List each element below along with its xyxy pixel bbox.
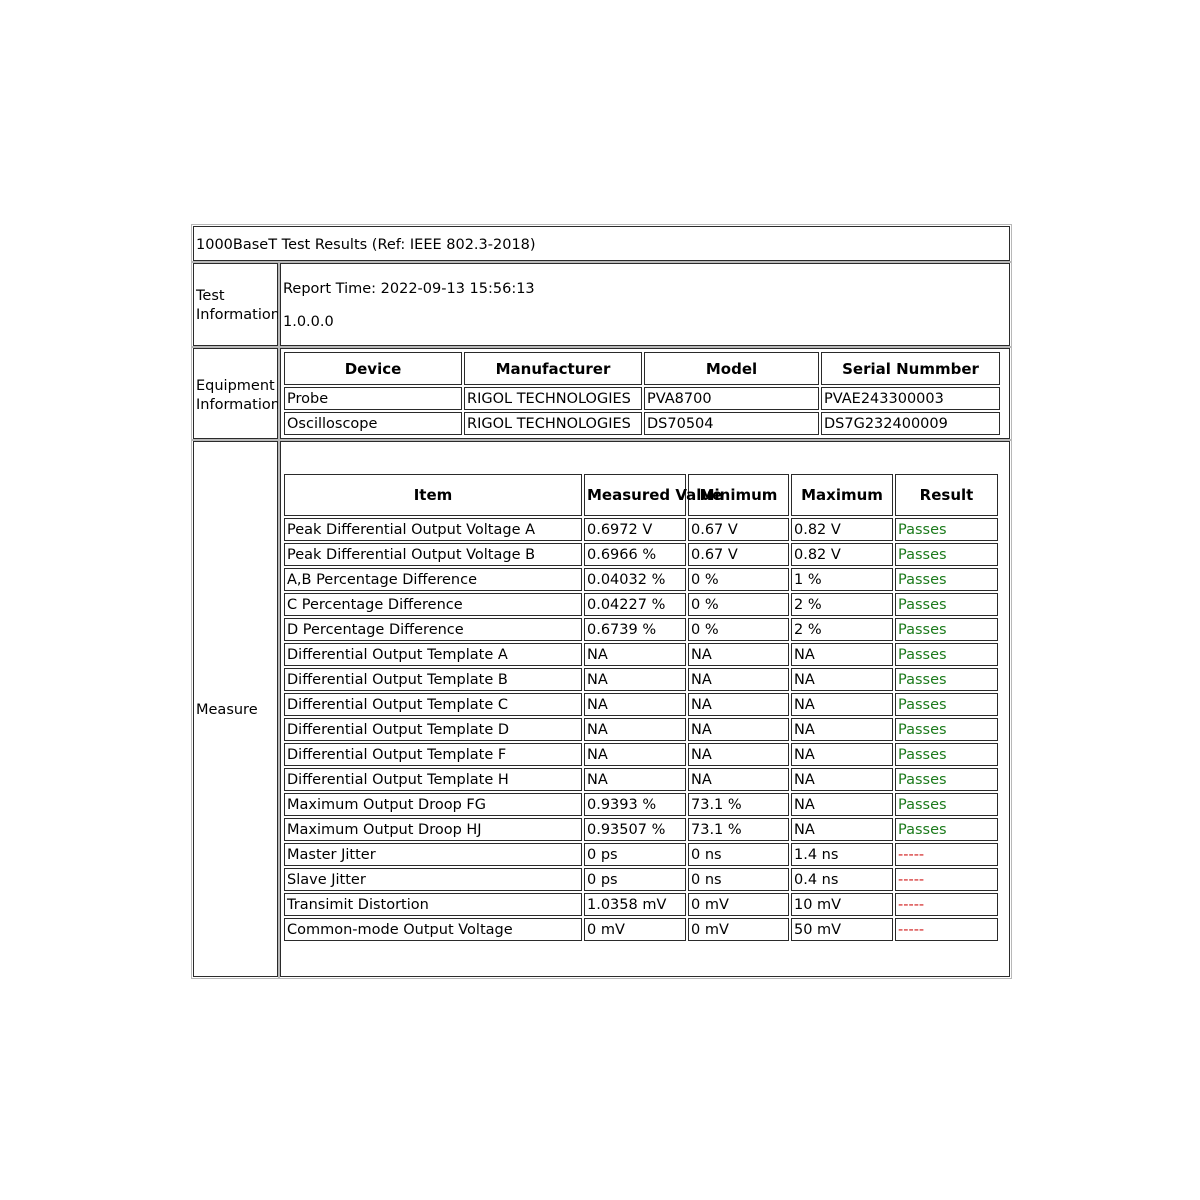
measure-cell-minimum: NA <box>688 668 789 691</box>
measure-cell-result: Passes <box>895 793 998 816</box>
measure-cell-result: ----- <box>895 893 998 916</box>
measure-cell-maximum: 1 % <box>791 568 893 591</box>
measure-cell-item: Slave Jitter <box>284 868 582 891</box>
measure-cell-minimum: NA <box>688 693 789 716</box>
measure-row <box>284 643 998 666</box>
measure-cell-item: Maximum Output Droop HJ <box>284 818 582 841</box>
measure-cell-item: Maximum Output Droop FG <box>284 793 582 816</box>
measure-cell-measured-value: NA <box>584 693 686 716</box>
measure-cell-item: Common-mode Output Voltage <box>284 918 582 941</box>
measure-row <box>284 743 998 766</box>
measure-cell-minimum: NA <box>688 768 789 791</box>
measure-cell-maximum: NA <box>791 818 893 841</box>
measure-table <box>282 472 1000 943</box>
measure-cell-measured-value: 0.93507 % <box>584 818 686 841</box>
measure-row <box>284 693 998 716</box>
equipment-header-serial: Serial Nummber <box>821 352 1000 385</box>
equipment-header-manufacturer: Manufacturer <box>464 352 642 385</box>
equipment-row <box>284 412 1000 435</box>
equipment-cell-device: Oscilloscope <box>284 412 462 435</box>
measure-cell-maximum: 0.82 V <box>791 543 893 566</box>
measure-cell-minimum: NA <box>688 743 789 766</box>
measure-cell-measured-value: 0 ps <box>584 868 686 891</box>
measure-cell-measured-value: 0.6966 % <box>584 543 686 566</box>
measure-cell-measured-value: 0.9393 % <box>584 793 686 816</box>
equipment-cell-serial: PVAE243300003 <box>821 387 1000 410</box>
measure-cell-result: Passes <box>895 618 998 641</box>
measure-cell-maximum: 0.4 ns <box>791 868 893 891</box>
measure-cell-minimum: 0 ns <box>688 843 789 866</box>
equipment-cell-device: Probe <box>284 387 462 410</box>
measure-cell-measured-value: 0.6972 V <box>584 518 686 541</box>
measure-cell-minimum: 0.67 V <box>688 518 789 541</box>
software-version: 1.0.0.0 <box>283 314 334 330</box>
measure-header-minimum: Minimum <box>688 474 789 516</box>
equipment-label-line2: Information <box>196 397 280 413</box>
measure-cell-maximum: 0.82 V <box>791 518 893 541</box>
equipment-cell-manufacturer: RIGOL TECHNOLOGIES <box>464 387 642 410</box>
measure-header-maximum: Maximum <box>791 474 893 516</box>
measure-cell-maximum: 1.4 ns <box>791 843 893 866</box>
measure-cell-result: Passes <box>895 668 998 691</box>
measure-cell-item: Master Jitter <box>284 843 582 866</box>
measure-cell-measured-value: NA <box>584 718 686 741</box>
measure-header-result: Result <box>895 474 998 516</box>
measure-cell-measured-value: 1.0358 mV <box>584 893 686 916</box>
measure-cell-minimum: 0 ns <box>688 868 789 891</box>
measure-cell-maximum: NA <box>791 743 893 766</box>
measure-cell-result: Passes <box>895 693 998 716</box>
measure-cell-result: Passes <box>895 743 998 766</box>
test-info-label-line1: Test <box>196 288 225 304</box>
measure-cell-result: Passes <box>895 718 998 741</box>
measure-cell-maximum: NA <box>791 668 893 691</box>
equipment-table <box>282 350 1002 437</box>
measure-cell-measured-value: 0 ps <box>584 843 686 866</box>
measure-row <box>284 543 998 566</box>
measure-row <box>284 868 998 891</box>
measure-cell-item: Peak Differential Output Voltage B <box>284 543 582 566</box>
measure-row <box>284 668 998 691</box>
measure-row <box>284 818 998 841</box>
measure-cell-result: ----- <box>895 918 998 941</box>
equipment-row <box>284 387 1000 410</box>
measure-row <box>284 768 998 791</box>
measure-cell-item: D Percentage Difference <box>284 618 582 641</box>
measure-row <box>284 893 998 916</box>
measure-cell-minimum: NA <box>688 718 789 741</box>
measure-cell-maximum: 50 mV <box>791 918 893 941</box>
measure-row <box>284 593 998 616</box>
measure-cell-item: Differential Output Template C <box>284 693 582 716</box>
measure-cell-minimum: 0 % <box>688 593 789 616</box>
measure-cell-item: Differential Output Template F <box>284 743 582 766</box>
measure-cell-result: Passes <box>895 593 998 616</box>
measure-cell-minimum: 0 mV <box>688 893 789 916</box>
equipment-cell-model: DS70504 <box>644 412 819 435</box>
measure-cell-item: Differential Output Template B <box>284 668 582 691</box>
measure-cell-minimum: 73.1 % <box>688 818 789 841</box>
measure-cell-item: Differential Output Template H <box>284 768 582 791</box>
measure-row <box>284 718 998 741</box>
measure-cell-measured-value: NA <box>584 643 686 666</box>
measure-cell-item: Differential Output Template A <box>284 643 582 666</box>
measure-cell-maximum: 2 % <box>791 593 893 616</box>
measure-cell-minimum: 0.67 V <box>688 543 789 566</box>
measure-header-item: Item <box>284 474 582 516</box>
measure-cell-item: A,B Percentage Difference <box>284 568 582 591</box>
measure-cell-result: Passes <box>895 818 998 841</box>
measure-cell-measured-value: NA <box>584 768 686 791</box>
measure-cell-item: Transimit Distortion <box>284 893 582 916</box>
equipment-cell-serial: DS7G232400009 <box>821 412 1000 435</box>
measure-header-measured-value: Measured Value <box>584 474 686 516</box>
equipment-label-line1: Equipment <box>196 378 275 394</box>
measure-cell-maximum: 2 % <box>791 618 893 641</box>
measure-cell-measured-value: NA <box>584 668 686 691</box>
measure-cell-result: Passes <box>895 543 998 566</box>
equipment-header-device: Device <box>284 352 462 385</box>
measure-cell-maximum: NA <box>791 718 893 741</box>
measure-cell-maximum: 10 mV <box>791 893 893 916</box>
test-info-value-cell <box>280 263 1010 346</box>
report-title: 1000BaseT Test Results (Ref: IEEE 802.3-2018) <box>196 237 536 253</box>
measure-cell-minimum: NA <box>688 643 789 666</box>
measure-cell-item: Peak Differential Output Voltage A <box>284 518 582 541</box>
measure-cell-result: ----- <box>895 868 998 891</box>
measure-cell-minimum: 0 mV <box>688 918 789 941</box>
equipment-cell-manufacturer: RIGOL TECHNOLOGIES <box>464 412 642 435</box>
measure-cell-maximum: NA <box>791 793 893 816</box>
measure-cell-minimum: 0 % <box>688 618 789 641</box>
measure-header-row <box>284 474 998 516</box>
measure-label: Measure <box>196 702 258 718</box>
equipment-header-model: Model <box>644 352 819 385</box>
report-time: Report Time: 2022-09-13 15:56:13 <box>283 281 535 297</box>
measure-cell-item: C Percentage Difference <box>284 593 582 616</box>
measure-cell-result: ----- <box>895 843 998 866</box>
measure-cell-maximum: NA <box>791 693 893 716</box>
measure-row <box>284 518 998 541</box>
measure-row <box>284 793 998 816</box>
measure-cell-minimum: 73.1 % <box>688 793 789 816</box>
measure-cell-result: Passes <box>895 518 998 541</box>
measure-cell-minimum: 0 % <box>688 568 789 591</box>
measure-cell-item: Differential Output Template D <box>284 718 582 741</box>
measure-cell-measured-value: 0 mV <box>584 918 686 941</box>
measure-row <box>284 618 998 641</box>
measure-row <box>284 568 998 591</box>
equipment-cell-model: PVA8700 <box>644 387 819 410</box>
measure-cell-result: Passes <box>895 643 998 666</box>
measure-cell-maximum: NA <box>791 643 893 666</box>
equipment-header-row <box>284 352 1000 385</box>
measure-cell-measured-value: 0.6739 % <box>584 618 686 641</box>
measure-row <box>284 918 998 941</box>
test-info-label-line2: Information <box>196 307 280 323</box>
measure-cell-measured-value: NA <box>584 743 686 766</box>
measure-cell-result: Passes <box>895 568 998 591</box>
measure-row <box>284 843 998 866</box>
measure-cell-measured-value: 0.04227 % <box>584 593 686 616</box>
measure-cell-maximum: NA <box>791 768 893 791</box>
measure-cell-result: Passes <box>895 768 998 791</box>
measure-cell-measured-value: 0.04032 % <box>584 568 686 591</box>
